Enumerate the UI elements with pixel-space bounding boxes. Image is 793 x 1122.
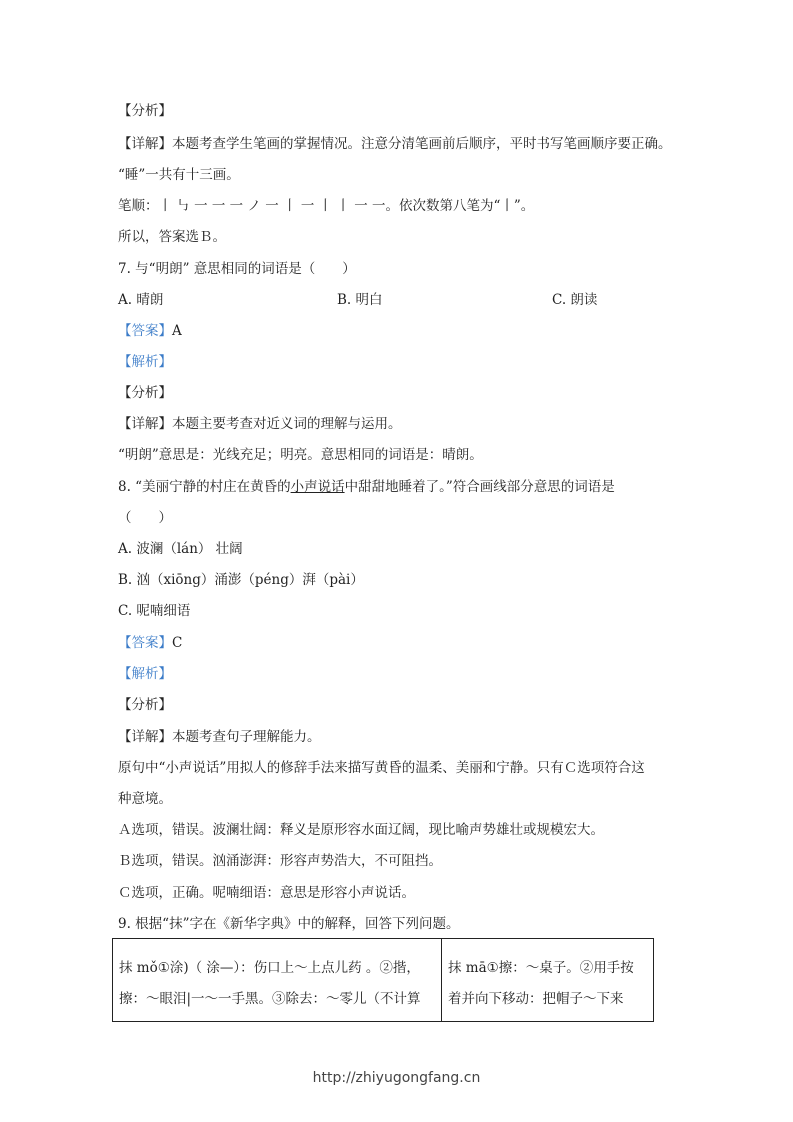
stroke-count-text: “睡”一共有十三画。 [118,167,240,183]
option-c: C. 呢喃细语 [118,603,191,619]
option-b: B. 明白 [337,292,383,308]
answer-tag: 【答案】 [118,323,172,339]
fenxi-heading: 【分析】 [118,385,172,401]
option-a: A. 波澜（lán） 壮阔 [118,541,243,557]
explanation-line-2: 种意境。 [118,791,172,807]
footer-url[interactable]: http://zhiyugongfang.cn [312,1070,481,1086]
question-9: 9. 根据“抹”字在《新华字典》中的解释，回答下列问题。 [118,916,460,932]
answer-7 [118,322,182,340]
detail-paragraph: 【详解】本题考查句子理解能力。 [118,729,321,745]
dictionary-table [112,938,654,1022]
question-8-pre: 8. “美丽宁静的村庄在黄昏的 [118,479,291,495]
option-c: C. 朗读 [552,292,598,308]
detail-paragraph: 【详解】本题主要考查对近义词的理解与运用。 [118,416,402,432]
definition-mo [113,939,442,1022]
definition-ma-line-1: 抹 mā①擦：～桌子。②用手按 [448,960,634,976]
definition-ma-line-2: 着并向下移动：把帽子～下来 [448,991,624,1007]
fenxi-heading: 【分析】 [118,697,172,713]
option-b-analysis: Ｂ选项，错误。汹涌澎湃：形容声势浩大，不可阻挡。 [118,853,442,869]
question-8 [118,478,615,496]
explanation-text: “明朗”意思是：光线充足；明亮。意思相同的词语是：晴朗。 [118,447,483,463]
answer-tag: 【答案】 [118,635,172,651]
option-c-analysis: Ｃ选项，正确。呢喃细语：意思是形容小声说话。 [118,885,415,901]
option-a: A. 晴朗 [118,292,164,308]
answer-summary: 所以，答案选Ｂ。 [118,229,226,245]
answer-8 [118,634,182,652]
option-b: B. 汹（xiōng）涌澎（péng）湃（pài） [118,572,364,588]
answer-value: C [172,635,183,651]
question-8-paren: （ ） [118,510,172,526]
jiexi-heading: 【解析】 [118,666,172,682]
answer-value: A [172,323,182,339]
detail-paragraph: 【详解】本题考查学生笔画的掌握情况。注意分清笔画前后顺序，平时书写笔画顺序要正确。 [118,136,672,152]
jiexi-heading: 【解析】 [118,354,172,370]
question-8-post: 中甜甜地睡着了。”符合画线部分意思的词语是 [344,479,615,495]
definition-mo-line-1: 抹 mǒ①涂)（ 涂—）：伤口上～上点儿药 。②揩， [119,960,420,976]
definition-ma [442,939,654,1022]
question-7: 7. 与“明朗” 意思相同的词语是（ ） [118,261,356,277]
fenxi-heading: 【分析】 [118,103,172,119]
stroke-order-text: 笔顺：丨 ㇉ 一 一 一 ノ 一 丨 一 丨 丨 一 一。依次数第八笔为“丨”。 [118,198,535,214]
option-a-analysis: Ａ选项，错误。波澜壮阔：释义是原形容水面辽阔，现比喻声势雄壮或规模宏大。 [118,822,604,838]
explanation-line-1: 原句中“小声说话”用拟人的修辞手法来描写黄昏的温柔、美丽和宁静。只有Ｃ选项符合这 [118,760,645,776]
underlined-phrase: 小声说话 [290,479,345,495]
definition-mo-line-2: 擦：～眼泪|一～一手黑。③除去：～零儿（不计算 [119,991,421,1007]
